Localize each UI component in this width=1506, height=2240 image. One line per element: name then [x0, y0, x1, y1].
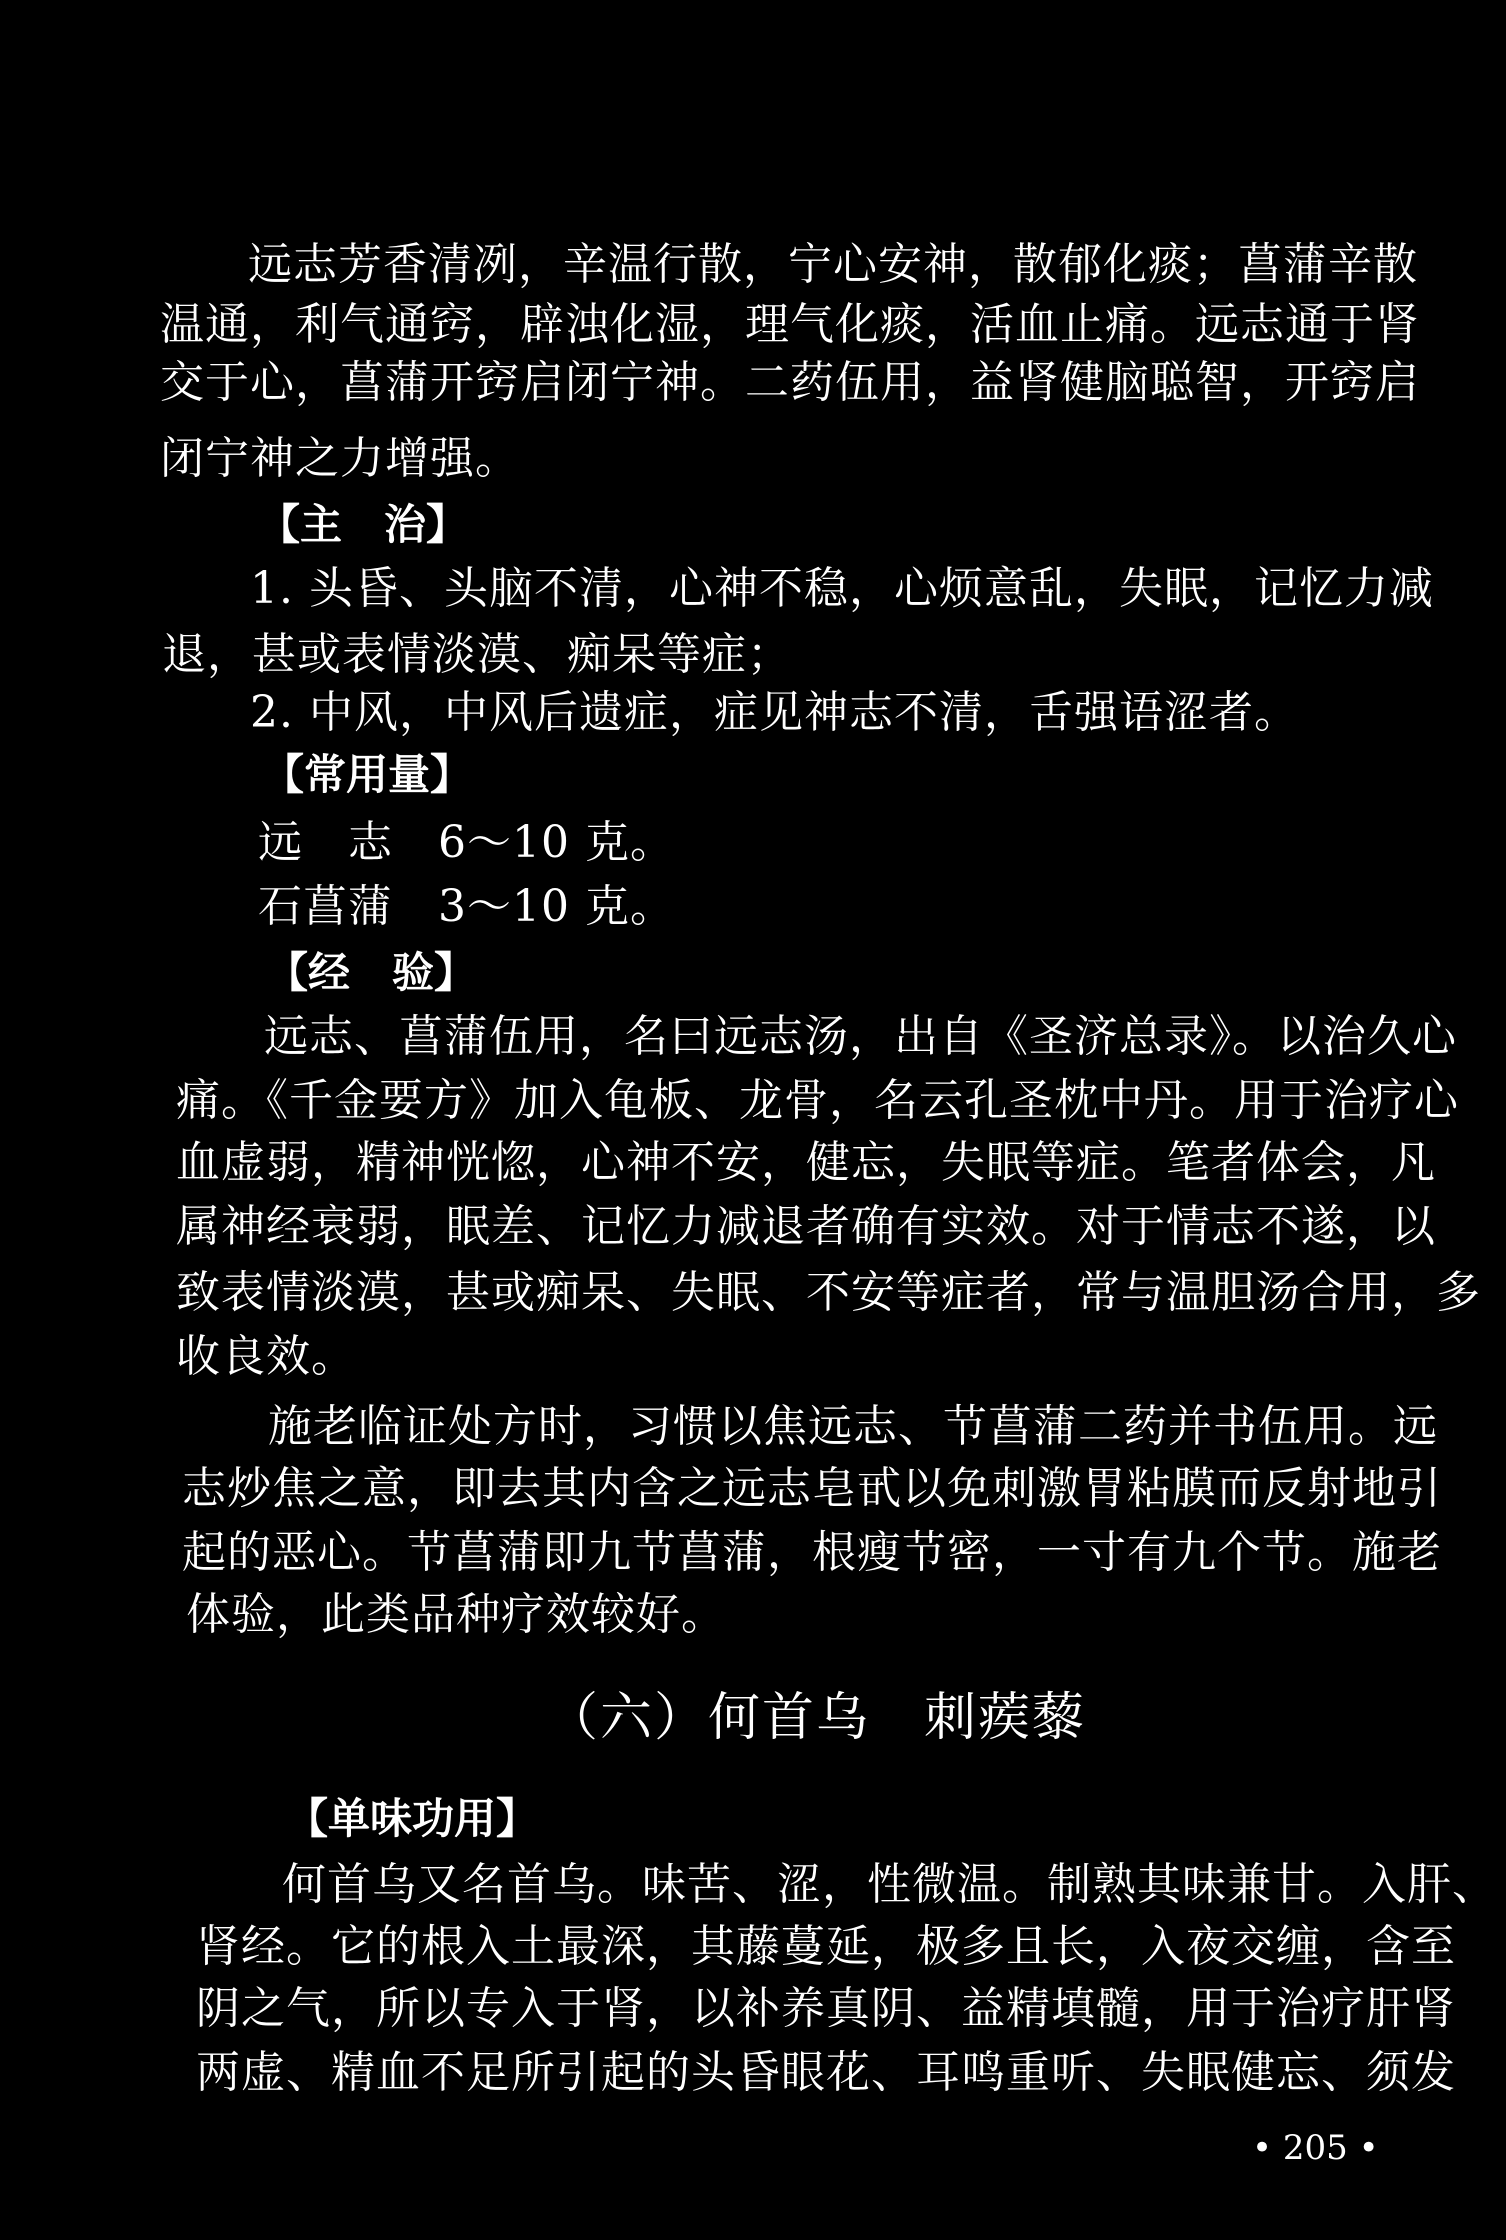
- text-line: 致表情淡漠，甚或痴呆、失眠、不安等症者，常与温胆汤合用，多: [176, 1267, 1481, 1318]
- text-line: 1. 头昏、头脑不清，心神不稳，心烦意乱，失眠，记忆力减: [250, 563, 1434, 614]
- section-heading-indications: 【主 治】: [258, 500, 469, 549]
- text-line: 交于心，菖蒲开窍启闭宁神。二药伍用，益肾健脑聪智，开窍启: [160, 357, 1420, 408]
- dosage-line: 石菖蒲 3～10 克。: [258, 881, 675, 932]
- text-line: 血虚弱，精神恍惚，心神不安，健忘，失眠等症。笔者体会，凡: [176, 1137, 1436, 1188]
- section-heading-dosage: 【常用量】: [262, 750, 473, 799]
- text-line: 何首乌又名首乌。味苦、涩，性微温。制熟其味兼甘。入肝、: [282, 1859, 1497, 1910]
- text-line: 属神经衰弱，眠差、记忆力减退者确有实效。对于情志不遂，以: [176, 1201, 1436, 1252]
- text-line: 2. 中风，中风后遗症，症见神志不清，舌强语涩者。: [250, 687, 1299, 738]
- text-line: 施老临证处方时，习惯以焦远志、节菖蒲二药并书伍用。远: [268, 1401, 1438, 1452]
- text-line: 两虚、精血不足所引起的头昏眼花、耳鸣重听、失眠健忘、须发: [196, 2047, 1456, 2098]
- page-number: • 205 •: [1252, 2128, 1379, 2168]
- section-heading-experience: 【经 验】: [266, 948, 477, 997]
- text-line: 退，甚或表情淡漠、痴呆等症；: [162, 629, 792, 680]
- text-line: 阴之气，所以专入于肾，以补养真阴、益精填髓，用于治疗肝肾: [196, 1983, 1456, 2034]
- section-heading-single-function: 【单味功用】: [286, 1794, 539, 1843]
- text-line: 体验，此类品种疗效较好。: [186, 1589, 726, 1640]
- text-line: 温通，利气通窍，辟浊化湿，理气化痰，活血止痛。远志通于肾: [160, 299, 1420, 350]
- text-line: 志炒焦之意，即去其内含之远志皂甙以免刺激胃粘膜而反射地引: [182, 1463, 1442, 1514]
- dosage-line: 远 志 6～10 克。: [258, 817, 675, 868]
- section-title: （六）何首乌 刺蒺藜: [546, 1688, 1087, 1748]
- text-line: 收良效。: [176, 1331, 356, 1382]
- text-line: 肾经。它的根入土最深，其藤蔓延，极多且长，入夜交缠，含至: [196, 1921, 1456, 1972]
- text-line: 痛。《千金要方》加入龟板、龙骨，名云孔圣枕中丹。用于治疗心: [176, 1075, 1459, 1126]
- text-line: 远志、菖蒲伍用，名曰远志汤，出自《圣济总录》。以治久心: [264, 1011, 1457, 1062]
- text-line: 起的恶心。节菖蒲即九节菖蒲，根瘦节密，一寸有九个节。施老: [182, 1527, 1442, 1578]
- text-line: 远志芳香清冽，辛温行散，宁心安神，散郁化痰；菖蒲辛散: [248, 239, 1418, 290]
- text-line: 闭宁神之力增强。: [160, 433, 520, 484]
